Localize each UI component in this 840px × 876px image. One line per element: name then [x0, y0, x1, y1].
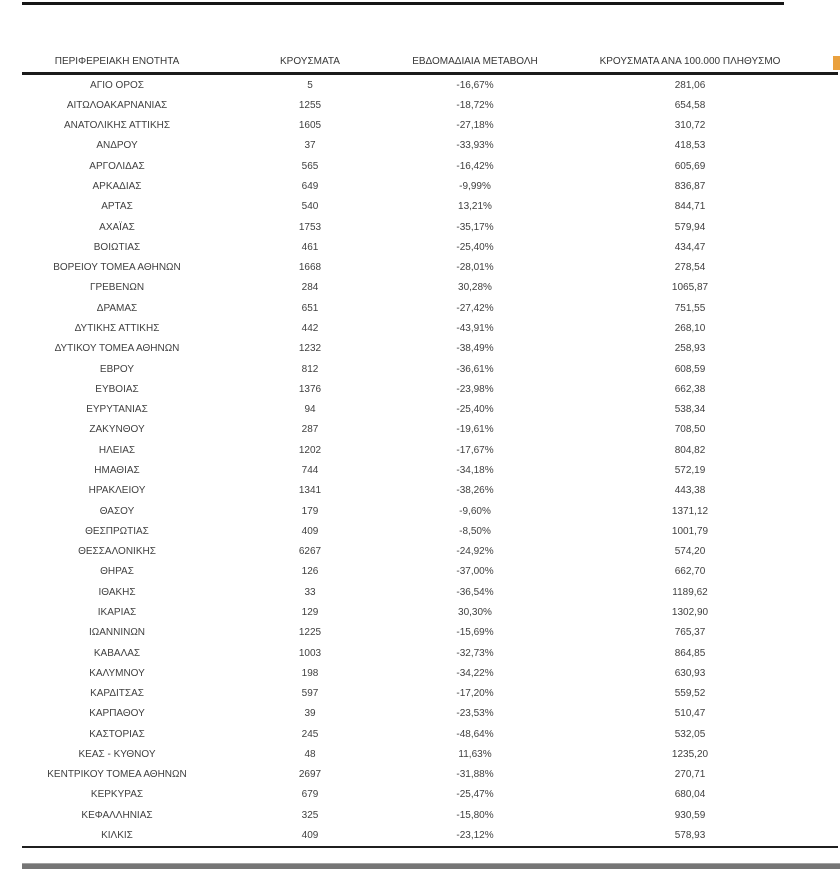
weekly-change-cell: -38,49%: [456, 343, 494, 355]
table-row: [22, 825, 838, 845]
weekly-change-cell: 30,30%: [458, 606, 492, 618]
truncated-next-column-fragment: [833, 56, 840, 70]
per-100k-cell: 1065,87: [671, 282, 709, 294]
table-row: [22, 400, 838, 420]
weekly-change-cell: -36,54%: [456, 586, 494, 598]
cases-cell: 5: [307, 79, 313, 91]
table-body: [22, 75, 838, 848]
cases-cell: 651: [301, 302, 319, 314]
table-row: [22, 460, 838, 480]
cases-cell: 1341: [298, 485, 322, 497]
cases-cell: 409: [301, 525, 319, 537]
region-cell: ΑΓΙΟ ΟΡΟΣ: [90, 79, 144, 91]
per-100k-cell: 608,59: [674, 363, 706, 375]
table-row: [22, 562, 838, 582]
weekly-change-cell: -18,72%: [456, 99, 494, 111]
table-row: [22, 298, 838, 318]
per-100k-cell: 630,93: [674, 667, 706, 679]
table-row: [22, 95, 838, 115]
cases-cell: 129: [301, 606, 319, 618]
table-row: [22, 582, 838, 602]
per-100k-cell: 278,54: [674, 262, 706, 274]
table-row: [22, 724, 838, 744]
cases-cell: 325: [301, 809, 319, 821]
per-100k-cell: 844,71: [674, 201, 706, 213]
bottom-rule: [22, 863, 840, 869]
cases-cell: 245: [301, 728, 319, 740]
table-row: [22, 744, 838, 764]
table-row: [22, 197, 838, 217]
weekly-change-cell: -33,93%: [456, 140, 494, 152]
table-row: [22, 116, 838, 136]
per-100k-cell: 804,82: [674, 444, 706, 456]
weekly-change-cell: -19,61%: [456, 424, 494, 436]
region-cell: ΑΝΑΤΟΛΙΚΗΣ ΑΤΤΙΚΗΣ: [63, 120, 171, 132]
region-cell: ΗΡΑΚΛΕΙΟΥ: [88, 485, 146, 497]
cases-cell: 39: [304, 708, 316, 720]
per-100k-cell: 708,50: [674, 424, 706, 436]
cases-cell: 744: [301, 464, 319, 476]
weekly-change-cell: -23,98%: [456, 383, 494, 395]
cases-cell: 1232: [298, 343, 322, 355]
cases-cell: 33: [304, 586, 316, 598]
cases-cell: 179: [301, 505, 319, 517]
cases-cell: 94: [304, 404, 316, 416]
region-cell: ΑΧΑΪΑΣ: [99, 221, 135, 233]
weekly-change-cell: -9,60%: [459, 505, 491, 517]
weekly-change-cell: -17,67%: [456, 444, 494, 456]
per-100k-cell: 270,71: [674, 769, 706, 781]
cases-cell: 284: [301, 282, 319, 294]
region-cell: ΚΑΛΥΜΝΟΥ: [89, 667, 145, 679]
per-100k-cell: 434,47: [674, 241, 706, 253]
table-row: [22, 258, 838, 278]
per-100k-cell: 418,53: [674, 140, 706, 152]
table-row: [22, 176, 838, 196]
per-100k-cell: 574,20: [674, 546, 706, 558]
weekly-change-cell: -23,12%: [456, 830, 494, 842]
cases-cell: 1605: [298, 120, 322, 132]
weekly-change-cell: -35,17%: [456, 221, 494, 233]
per-100k-cell: 578,93: [674, 830, 706, 842]
per-100k-cell: 1371,12: [671, 505, 709, 517]
region-cell: ΔΥΤΙΚΟΥ ΤΟΜΕΑ ΑΘΗΝΩΝ: [54, 343, 180, 355]
weekly-change-cell: -34,18%: [456, 464, 494, 476]
weekly-change-cell: -16,42%: [456, 160, 494, 172]
table-row: [22, 683, 838, 703]
per-100k-cell: 605,69: [674, 160, 706, 172]
weekly-change-cell: -17,20%: [456, 688, 494, 700]
cases-cell: 48: [304, 748, 316, 760]
table-row: [22, 156, 838, 176]
cases-cell: 649: [301, 181, 319, 193]
weekly-change-cell: 11,63%: [458, 748, 492, 760]
table-row: [22, 278, 838, 298]
per-100k-cell: 538,34: [674, 404, 706, 416]
region-cell: ΚΕΡΚΥΡΑΣ: [90, 789, 144, 801]
table-row: [22, 440, 838, 460]
weekly-change-cell: 13,21%: [458, 201, 492, 213]
weekly-change-cell: -31,88%: [456, 769, 494, 781]
per-100k-cell: 443,38: [674, 485, 706, 497]
table-row: [22, 521, 838, 541]
region-cell: ΚΙΛΚΙΣ: [101, 830, 133, 842]
cases-cell: 540: [301, 201, 319, 213]
per-100k-cell: 680,04: [674, 789, 706, 801]
region-cell: ΕΥΒΟΙΑΣ: [95, 383, 139, 395]
region-cell: ΚΑΡΔΙΤΣΑΣ: [90, 688, 144, 700]
cases-cell: 565: [301, 160, 319, 172]
table-row: [22, 136, 838, 156]
per-100k-cell: 559,52: [674, 688, 706, 700]
weekly-change-cell: -27,18%: [456, 120, 494, 132]
per-100k-cell: 268,10: [674, 323, 706, 335]
region-cell: ΙΘΑΚΗΣ: [98, 586, 136, 598]
region-cell: ΘΕΣΠΡΩΤΙΑΣ: [85, 525, 149, 537]
region-cell: ΑΙΤΩΛΟΑΚΑΡΝΑΝΙΑΣ: [66, 99, 168, 111]
weekly-change-cell: -15,69%: [456, 627, 494, 639]
regional-cases-table: [22, 2, 838, 869]
region-cell: ΔΡΑΜΑΣ: [96, 302, 138, 314]
cases-cell: 461: [301, 241, 319, 253]
cases-cell: 1668: [298, 262, 322, 274]
region-cell: ΕΥΡΥΤΑΝΙΑΣ: [86, 404, 148, 416]
cases-cell: 597: [301, 688, 319, 700]
per-100k-cell: 930,59: [674, 809, 706, 821]
region-cell: ΓΡΕΒΕΝΩΝ: [89, 282, 145, 294]
weekly-change-cell: -43,91%: [456, 323, 494, 335]
region-cell: ΗΜΑΘΙΑΣ: [94, 464, 140, 476]
cases-cell: 1376: [298, 383, 322, 395]
per-100k-cell: 281,06: [674, 79, 706, 91]
cases-cell: 1753: [298, 221, 322, 233]
region-cell: ΙΚΑΡΙΑΣ: [97, 606, 137, 618]
table-row: [22, 602, 838, 622]
region-cell: ΘΑΣΟΥ: [99, 505, 135, 517]
table-row: [22, 237, 838, 257]
cases-cell: 1225: [298, 627, 322, 639]
table-row: [22, 805, 838, 825]
region-cell: ΑΡΚΑΔΙΑΣ: [92, 181, 142, 193]
table-row: [22, 481, 838, 501]
table-row: [22, 785, 838, 805]
per-100k-cell: 532,05: [674, 728, 706, 740]
table-row: [22, 541, 838, 561]
region-cell: ΑΡΤΑΣ: [101, 201, 133, 213]
per-100k-cell: 1189,62: [672, 586, 708, 598]
per-100k-cell: 1001,79: [671, 525, 709, 537]
cases-cell: 1255: [298, 99, 322, 111]
table-row: [22, 663, 838, 683]
table-header-row: [22, 51, 838, 75]
weekly-change-cell: 30,28%: [458, 282, 492, 294]
per-100k-cell: 836,87: [674, 181, 706, 193]
weekly-change-cell: -25,47%: [456, 789, 494, 801]
per-100k-cell: 258,93: [674, 343, 706, 355]
weekly-change-cell: -36,61%: [456, 363, 494, 375]
region-cell: ΚΑΣΤΟΡΙΑΣ: [89, 728, 145, 740]
region-cell: ΑΝΔΡΟΥ: [96, 140, 138, 152]
table-row: [22, 623, 838, 643]
region-cell: ΚΕΦΑΛΛΗΝΙΑΣ: [81, 809, 153, 821]
table-row: [22, 704, 838, 724]
header-region: ΠΕΡΙΦΕΡΕΙΑΚΗ ΕΝΟΤΗΤΑ: [54, 56, 180, 67]
per-100k-cell: 510,47: [674, 708, 706, 720]
cases-cell: 442: [301, 323, 319, 335]
cases-cell: 812: [301, 363, 319, 375]
region-cell: ΚΑΒΑΛΑΣ: [93, 647, 141, 659]
cases-cell: 126: [301, 566, 319, 578]
weekly-change-cell: -25,40%: [456, 404, 494, 416]
region-cell: ΒΟΙΩΤΙΑΣ: [93, 241, 141, 253]
weekly-change-cell: -32,73%: [456, 647, 494, 659]
per-100k-cell: 662,38: [674, 383, 706, 395]
region-cell: ΙΩΑΝΝΙΝΩΝ: [88, 627, 146, 639]
per-100k-cell: 864,85: [674, 647, 706, 659]
table-row: [22, 75, 838, 95]
weekly-change-cell: -28,01%: [456, 262, 494, 274]
region-cell: ΘΕΣΣΑΛΟΝΙΚΗΣ: [78, 546, 156, 558]
region-cell: ΚΑΡΠΑΘΟΥ: [89, 708, 145, 720]
table-row: [22, 501, 838, 521]
per-100k-cell: 1302,90: [671, 606, 709, 618]
region-cell: ΖΑΚΥΝΘΟΥ: [89, 424, 145, 436]
table-row: [22, 359, 838, 379]
table-row: [22, 379, 838, 399]
region-cell: ΔΥΤΙΚΗΣ ΑΤΤΙΚΗΣ: [74, 323, 160, 335]
per-100k-cell: 572,19: [674, 464, 706, 476]
per-100k-cell: 765,37: [674, 627, 706, 639]
weekly-change-cell: -25,40%: [456, 241, 494, 253]
table-row: [22, 643, 838, 663]
cases-cell: 679: [301, 789, 319, 801]
cases-cell: 1202: [298, 444, 322, 456]
region-cell: ΗΛΕΙΑΣ: [98, 444, 136, 456]
region-cell: ΒΟΡΕΙΟΥ ΤΟΜΕΑ ΑΘΗΝΩΝ: [53, 262, 181, 274]
per-100k-cell: 310,72: [674, 120, 706, 132]
cases-cell: 37: [304, 140, 316, 152]
header-weekly-change: ΕΒΔΟΜΑΔΙΑΙΑ ΜΕΤΑΒΟΛΗ: [412, 56, 538, 67]
per-100k-cell: 654,58: [674, 99, 706, 111]
cases-cell: 287: [301, 424, 319, 436]
per-100k-cell: 579,94: [674, 221, 706, 233]
weekly-change-cell: -24,92%: [456, 546, 494, 558]
weekly-change-cell: -37,00%: [456, 566, 494, 578]
table-row: [22, 420, 838, 440]
weekly-change-cell: -38,26%: [456, 485, 494, 497]
weekly-change-cell: -15,80%: [456, 809, 494, 821]
region-cell: ΚΕΝΤΡΙΚΟΥ ΤΟΜΕΑ ΑΘΗΝΩΝ: [47, 769, 187, 781]
weekly-change-cell: -34,22%: [456, 667, 494, 679]
cases-cell: 2697: [298, 769, 322, 781]
per-100k-cell: 1235,20: [671, 748, 709, 760]
cases-cell: 6267: [298, 546, 322, 558]
weekly-change-cell: -23,53%: [456, 708, 494, 720]
table-row: [22, 765, 838, 785]
per-100k-cell: 751,55: [674, 302, 706, 314]
cases-cell: 198: [301, 667, 319, 679]
region-cell: ΚΕΑΣ - ΚΥΘΝΟΥ: [78, 748, 156, 760]
weekly-change-cell: -27,42%: [456, 302, 494, 314]
weekly-change-cell: -16,67%: [456, 79, 494, 91]
weekly-change-cell: -9,99%: [459, 181, 491, 193]
table-row: [22, 339, 838, 359]
per-100k-cell: 662,70: [674, 566, 706, 578]
weekly-change-cell: -8,50%: [459, 525, 491, 537]
header-cases: ΚΡΟΥΣΜΑΤΑ: [280, 56, 340, 67]
cases-cell: 409: [301, 830, 319, 842]
region-cell: ΑΡΓΟΛΙΔΑΣ: [89, 160, 145, 172]
table-row: [22, 318, 838, 338]
table-row: [22, 217, 838, 237]
region-cell: ΘΗΡΑΣ: [100, 566, 134, 578]
header-per-100k: ΚΡΟΥΣΜΑΤΑ ΑΝΑ 100.000 ΠΛΗΘΥΣΜΟ: [599, 56, 781, 67]
region-cell: ΕΒΡΟΥ: [99, 363, 135, 375]
cases-cell: 1003: [298, 647, 322, 659]
weekly-change-cell: -48,64%: [456, 728, 494, 740]
